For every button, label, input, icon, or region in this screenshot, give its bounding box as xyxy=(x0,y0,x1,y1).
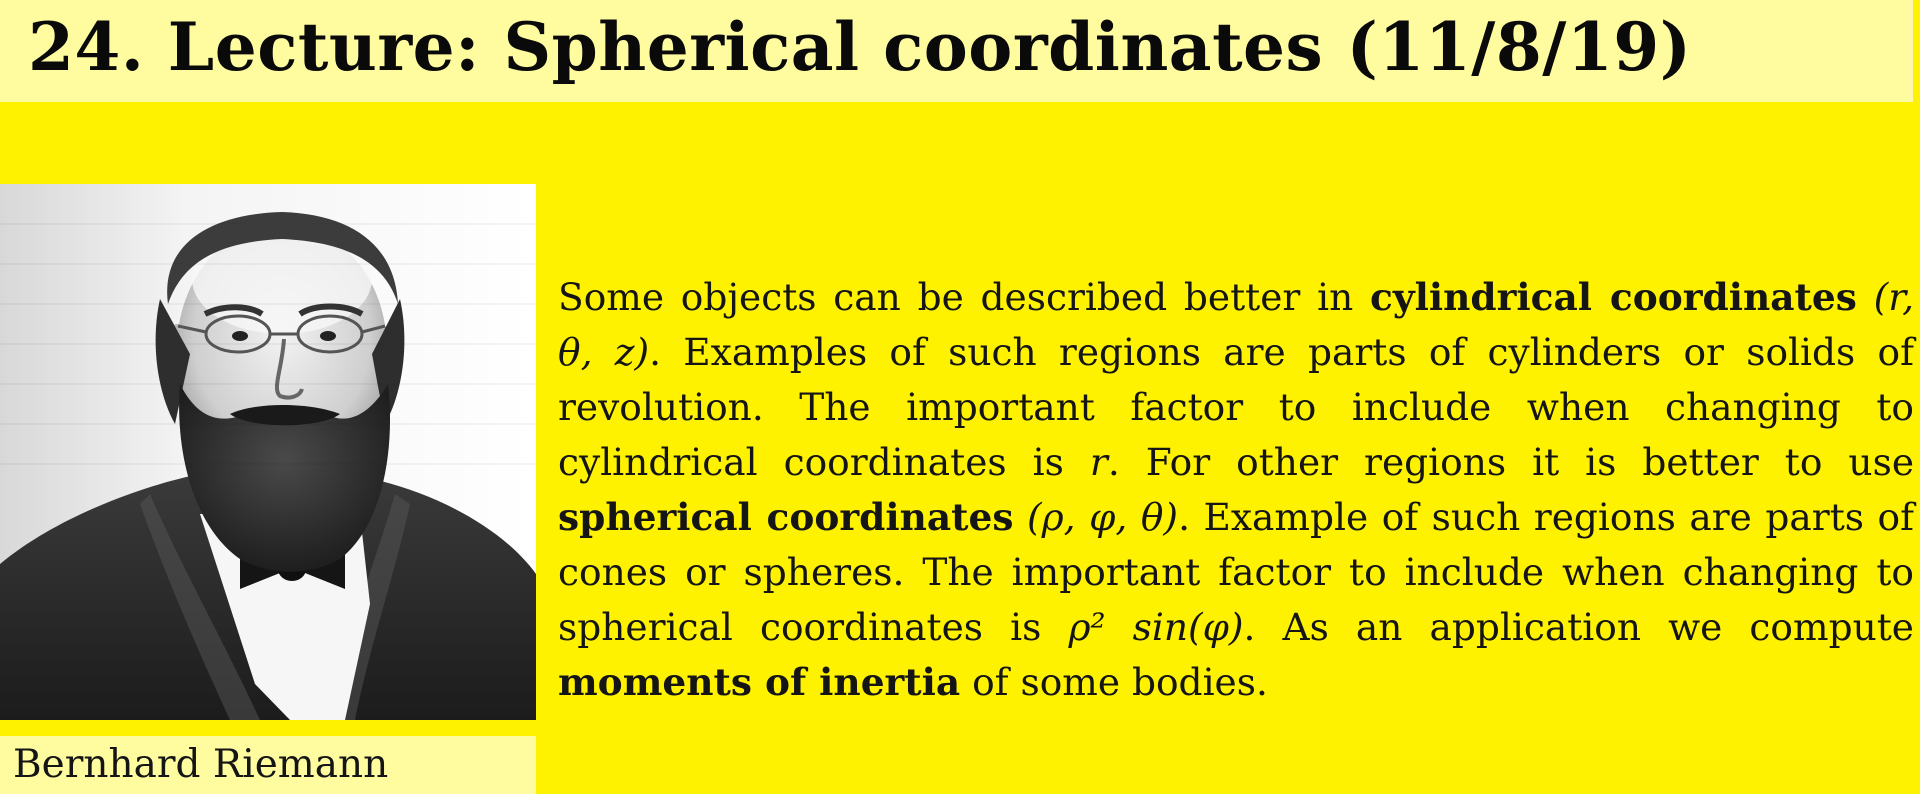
paragraph-text: . Example of such regions are parts of cones or spheres. The important factor to include when changing to spherical coordinates is xyxy=(558,495,1915,649)
page-title: 24. Lecture: Spherical coordinates (11/8/19) xyxy=(28,8,1692,86)
title-bar xyxy=(0,0,1913,102)
paragraph-text: Some objects can be described better in xyxy=(558,275,1371,319)
lecture-paragraph xyxy=(558,270,1914,710)
paragraph-text: . Examples of such regions are parts of cylinders or solids of revolution. The important factor to include when changing to cylindrical coordinates is xyxy=(558,330,1914,484)
math-spherical-tuple: (ρ, φ, θ) xyxy=(1027,495,1179,539)
paragraph-text: . For other regions it is better to use xyxy=(1107,440,1915,484)
term-cylindrical-coordinates: cylindrical coordinates xyxy=(1370,275,1857,319)
portrait-caption-box xyxy=(0,736,536,794)
portrait-frame xyxy=(0,184,536,720)
term-spherical-coordinates: spherical coordinates xyxy=(558,495,1014,539)
math-cylindrical-tuple: (r, θ, z) xyxy=(558,275,1914,374)
portrait-engraving-image xyxy=(0,184,536,720)
paragraph-text: . As an application we compute xyxy=(1243,605,1914,649)
term-moments-of-inertia: moments of inertia xyxy=(558,660,961,704)
portrait-caption: Bernhard Riemann xyxy=(13,742,389,787)
paragraph-text: of some bodies. xyxy=(960,660,1268,704)
math-r: r xyxy=(1089,440,1108,484)
math-jacobian: ρ² sin(φ) xyxy=(1068,605,1244,649)
